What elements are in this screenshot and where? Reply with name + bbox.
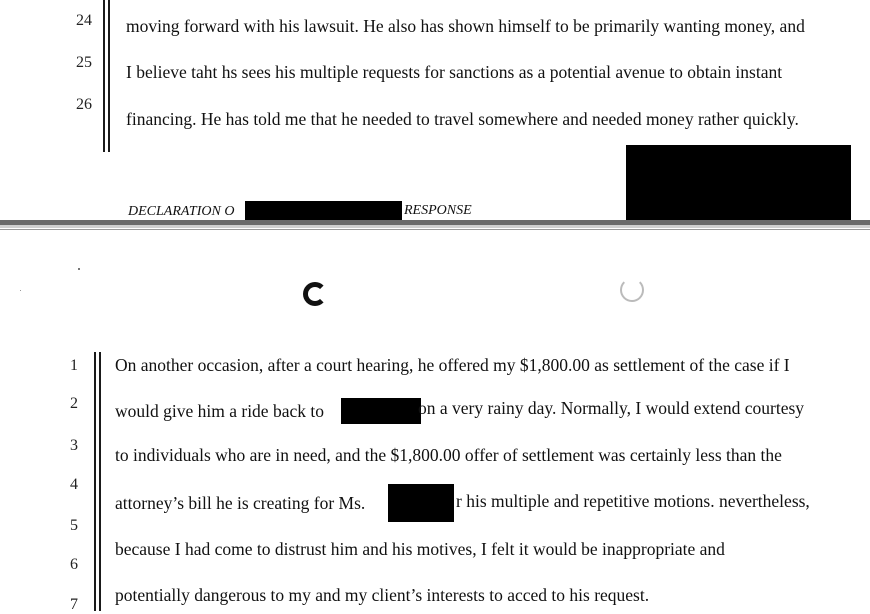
body-line: On another occasion, after a court hearing, he offered my $1,800.00 as settlement of the case if I bbox=[115, 355, 790, 375]
margin-rule bbox=[103, 0, 105, 152]
line-number: 6 bbox=[70, 556, 78, 573]
line-number: 7 bbox=[70, 596, 78, 613]
body-line: would give him a ride back to bbox=[115, 401, 324, 421]
body-line: to individuals who are in need, and the $1,800.00 offer of settlement was certainly less than the bbox=[115, 445, 782, 465]
line-number: 4 bbox=[70, 476, 78, 493]
body-line: financing. He has told me that he needed to travel somewhere and needed money rather quickly. bbox=[126, 109, 799, 129]
margin-rule bbox=[94, 352, 96, 611]
margin-rule bbox=[99, 352, 101, 611]
scan-speck bbox=[78, 268, 80, 270]
page-separator-line bbox=[0, 229, 870, 230]
scan-speck bbox=[20, 290, 21, 291]
line-number: 1 bbox=[70, 357, 78, 374]
body-line: because I had come to distrust him and his motives, I felt it would be inappropriate and bbox=[115, 539, 725, 559]
line-number: 5 bbox=[70, 517, 78, 534]
line-number: 24 bbox=[76, 12, 92, 29]
body-line: attorney’s bill he is creating for Ms. bbox=[115, 493, 366, 513]
line-number: 2 bbox=[70, 395, 78, 412]
line-number: 3 bbox=[70, 437, 78, 454]
body-line: r his multiple and repetitive motions. nevertheless, bbox=[456, 491, 810, 511]
line-number: 25 bbox=[76, 54, 92, 71]
body-line: potentially dangerous to my and my client’s interests to acced to his request. bbox=[115, 585, 650, 605]
page-separator-shadow bbox=[0, 225, 870, 228]
footer-response-label: RESPONSE bbox=[404, 203, 472, 218]
punch-hole-mark bbox=[620, 278, 644, 302]
line-number: 26 bbox=[76, 96, 92, 113]
redaction-box bbox=[626, 145, 851, 227]
body-line: moving forward with his lawsuit. He also has shown himself to be primarily wanting money, and bbox=[126, 16, 805, 36]
redaction-box bbox=[245, 201, 402, 221]
body-line: I believe taht hs sees his multiple requests for sanctions as a potential avenue to obtain instant bbox=[126, 62, 783, 82]
body-line: on a very rainy day. Normally, I would extend courtesy bbox=[418, 398, 805, 418]
redaction-box bbox=[388, 484, 454, 522]
margin-rule bbox=[108, 0, 110, 152]
punch-hole-mark bbox=[303, 282, 327, 306]
redaction-box bbox=[341, 398, 421, 424]
footer-declaration-label: DECLARATION O bbox=[128, 204, 235, 219]
